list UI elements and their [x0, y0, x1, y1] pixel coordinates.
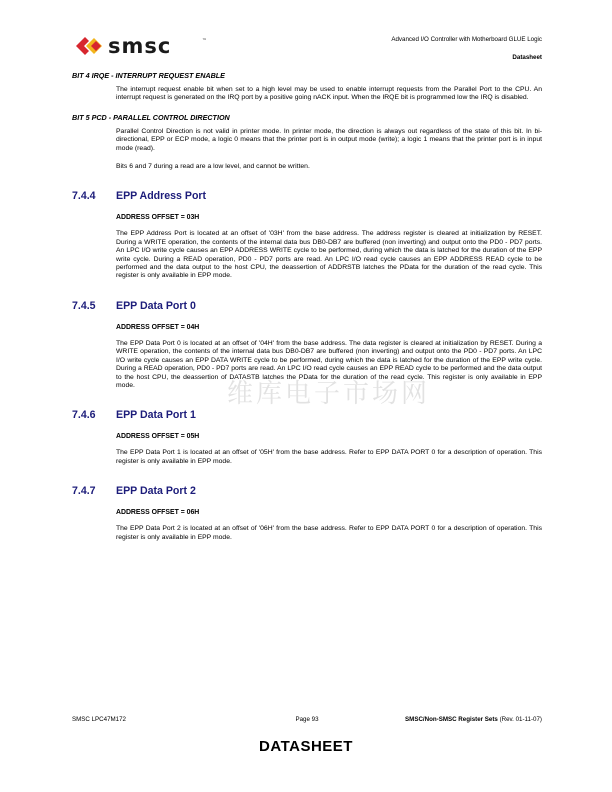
footer-section-info [405, 716, 542, 723]
logo-wordmark: smsc [108, 34, 172, 58]
footer-section-name: SMSC/Non-SMSC Register Sets [405, 716, 498, 723]
datasheet-banner: DATASHEET [259, 738, 353, 755]
section-number: 7.4.7 [72, 485, 96, 498]
address-offset: ADDRESS OFFSET = 04H [116, 323, 200, 331]
page-number: Page 93 [295, 716, 319, 723]
footer-revision: (Rev. 01-11-07) [497, 716, 542, 723]
section-description: The EPP Data Port 2 is located at an offset of '06H' from the base address. Refer to EPP DATA PORT 0 for a description of operation. This register is only available in EPP mode. [116, 525, 542, 541]
page-content [72, 71, 542, 552]
section-title: EPP Data Port 1 [116, 409, 196, 422]
logo-trademark: ™ [202, 38, 207, 44]
document-title: Advanced I/O Controller with Motherboard GLUE Logic [391, 36, 542, 43]
section-heading [72, 300, 542, 316]
address-offset: ADDRESS OFFSET = 03H [116, 214, 200, 222]
section-description: The EPP Data Port 1 is located at an offset of '05H' from the base address. Refer to EPP DATA PORT 0 for a description of operation. This register is only available in EPP mode. [116, 449, 542, 465]
bit5-description: Parallel Control Direction is not valid in printer mode. In printer mode, the direction is always out regardless of the state of this bit. In bi-directional, EPP or ECP mode, a logic 0 means that the printer port is in output mode (write); a logic 1 means that the printer port is in input mode (read). [116, 127, 542, 152]
section-number: 7.4.5 [72, 299, 96, 312]
address-offset: ADDRESS OFFSET = 06H [116, 509, 200, 517]
section-title: EPP Data Port 0 [116, 299, 196, 312]
section-heading [72, 409, 542, 425]
section-description: The EPP Address Port is located at an offset of '03H' from the base address. The address register is cleared at initialization by RESET. During a WRITE operation, the contents of the internal data bus DB0-DB7 are buffered (non inverting) and output onto the PD0 - PD7 ports. An LPC I/O write cycle causes an EPP ADDRESS WRITE cycle to be performed, during which the data is latched for the duration of the EPP write cycle. During a READ operation, PD0 - PD7 ports are read. An LPC I/O read cycle causes an EPP ADDRESS READ cycle to be performed and the data output to the host CPU, the deassertion of ADDRSTB latches the PData for the duration of the read cycle. This register is only available in EPP mode. [116, 230, 542, 280]
smsc-logo-mark-icon [76, 37, 102, 55]
smsc-logo [74, 33, 214, 59]
bit4-description: The interrupt request enable bit when set to a high level may be used to enable interrupt requests from the Parallel Port to the CPU. An interrupt request is generated on the IRQ port by a positive going nACK input. When the IRQE bit is programmed low the IRQ is disabled. [116, 86, 542, 102]
section-number: 7.4.6 [72, 409, 96, 422]
bit5-note: Bits 6 and 7 during a read are a low level, and cannot be written. [116, 163, 310, 171]
address-offset: ADDRESS OFFSET = 05H [116, 433, 200, 441]
watermark: 维库电子市场网 [227, 379, 431, 409]
section-number: 7.4.4 [72, 190, 96, 203]
document-type: Datasheet [512, 54, 542, 61]
section-title: EPP Address Port [116, 190, 207, 203]
section-title: EPP Data Port 2 [116, 485, 196, 498]
section-heading [72, 190, 542, 206]
footer-part-number: SMSC LPC47M172 [72, 716, 126, 723]
page-header [0, 0, 612, 70]
section-heading [72, 485, 542, 501]
bit5-heading: BIT 5 PCD - PARALLEL CONTROL DIRECTION [72, 112, 230, 122]
bit4-heading: BIT 4 IRQE - INTERRUPT REQUEST ENABLE [72, 71, 225, 80]
section-description: The EPP Data Port 0 is located at an offset of '04H' from the base address. The data register is cleared at initialization by RESET. During a WRITE operation, the contents of the internal data bus DB0-DB7 are buffered (non inverting) and output onto the PD0 - PD7 ports. An LPC I/O write cycle causes an EPP DATA WRITE cycle to be performed, during which the data is latched for the duration of the EPP write cycle. During a READ operation, PD0 - PD7 ports are read. An LPC I/O read cycle causes an EPP READ cycle to be performed and the data output to the host CPU, the deassertion of DATASTB latches the PData for the duration of the read cycle. This register is only available in EPP mode. [116, 339, 542, 389]
